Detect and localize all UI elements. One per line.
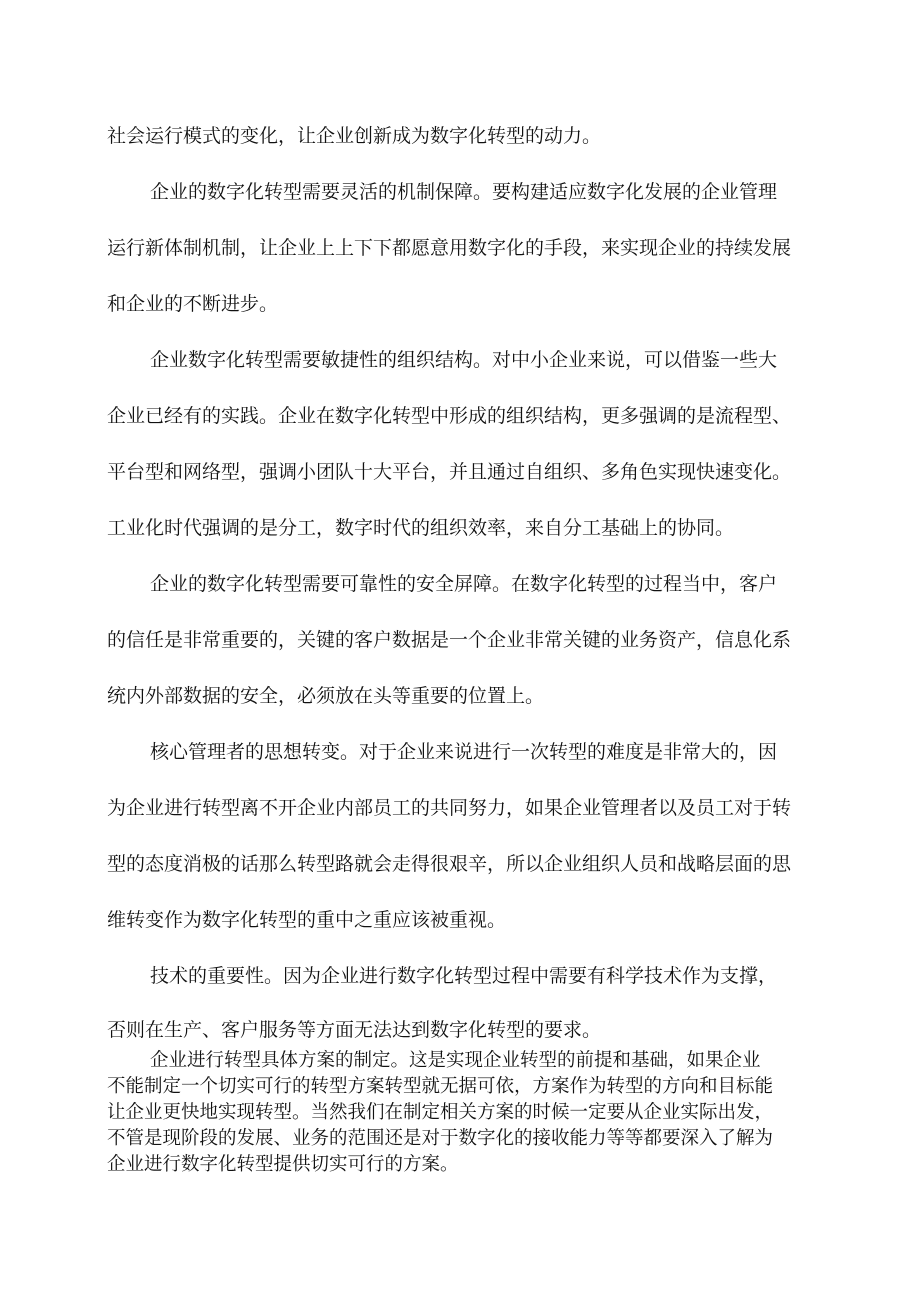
text-line: 企业的数字化转型需要可靠性的安全屏障。在数字化转型的过程当中，客户	[150, 573, 778, 595]
text-line: 平台型和网络型，强调小团队十大平台，并且通过自组织、多角色实现快速变化。	[107, 461, 792, 483]
text-line: 统内外部数据的安全，必须放在头等重要的位置上。	[107, 685, 545, 707]
text-line: 运行新体制机制，让企业上上下下都愿意用数字化的手段，来实现企业的持续发展	[107, 237, 792, 259]
text-line: 和企业的不断进步。	[107, 293, 279, 315]
text-line: 不管是现阶段的发展、业务的范围还是对于数字化的接收能力等等都要深入了解为	[107, 1128, 774, 1149]
text-line: 企业进行数字化转型提供切实可行的方案。	[107, 1154, 459, 1175]
text-line: 企业数字化转型需要敏捷性的组织结构。对中小企业来说，可以借鉴一些大	[150, 349, 778, 371]
text-line: 工业化时代强调的是分工，数字时代的组织效率，来自分工基础上的协同。	[107, 517, 735, 539]
text-line: 核心管理者的思想转变。对于企业来说进行一次转型的难度是非常大的，因	[150, 741, 778, 763]
text-line: 为企业进行转型离不开企业内部员工的共同努力，如果企业管理者以及员工对于转	[107, 797, 792, 819]
text-line: 维转变作为数字化转型的重中之重应该被重视。	[107, 909, 507, 931]
text-line: 型的态度消极的话那么转型路就会走得很艰辛，所以企业组织人员和战略层面的思	[107, 853, 792, 875]
text-line: 的信任是非常重要的，关键的客户数据是一个企业非常关键的业务资产，信息化系	[107, 629, 792, 651]
text-line: 企业进行转型具体方案的制定。这是实现企业转型的前提和基础，如果企业	[150, 1050, 761, 1071]
text-line: 企业的数字化转型需要灵活的机制保障。要构建适应数字化发展的企业管理	[150, 181, 778, 203]
text-line: 技术的重要性。因为企业进行数字化转型过程中需要有科学技术作为支撑，	[150, 965, 778, 987]
text-line: 让企业更快地实现转型。当然我们在制定相关方案的时候一定要从企业实际出发，	[107, 1102, 774, 1123]
text-line: 社会运行模式的变化，让企业创新成为数字化转型的动力。	[107, 125, 602, 147]
text-line: 企业已经有的实践。企业在数字化转型中形成的组织结构，更多强调的是流程型、	[107, 405, 792, 427]
text-line: 不能制定一个切实可行的转型方案转型就无据可依，方案作为转型的方向和目标能	[107, 1076, 774, 1097]
text-line: 否则在生产、客户服务等方面无法达到数字化转型的要求。	[107, 1019, 602, 1041]
